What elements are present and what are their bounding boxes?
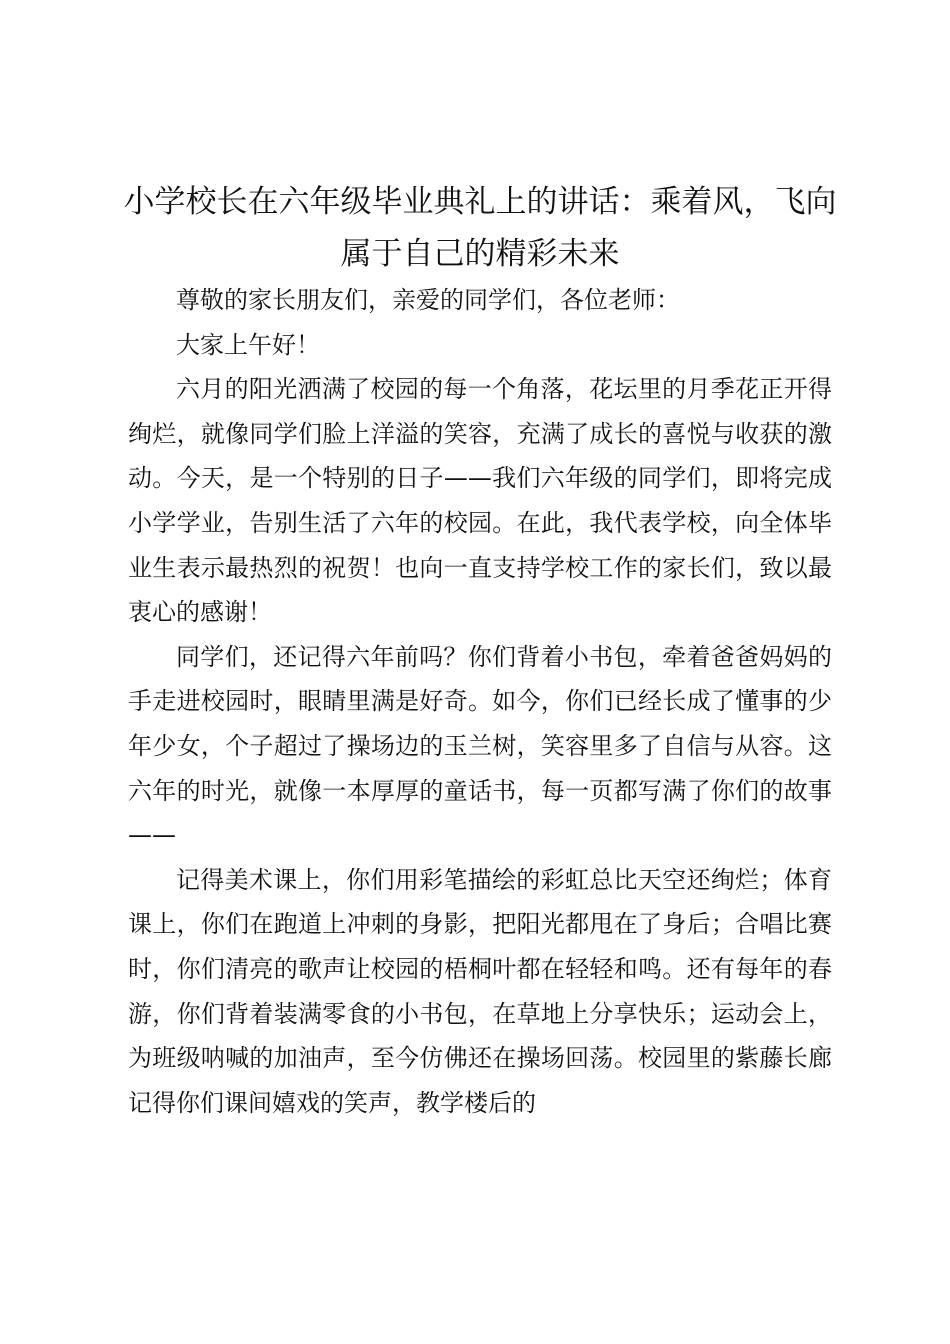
paragraph-greeting: 大家上午好！ [176,330,320,359]
paragraph-recollections: 记得美术课上，你们用彩笔描绘的彩虹总比天空还绚烂；体育课上，你们在跑道上冲刺的身影，把阳光都甩在了身后；合唱比赛时，你们清亮的歌声让校园的梧桐叶都在轻轻和鸣。还有每年的春游，你们背着装满零食的小书包，在草地上分享快乐；运动会上，为班级呐喊的加油声，至今仿佛还在操场回荡。校园里的紫藤长廊记得你们课间嬉戏的笑声，教学楼后的 [128,865,832,1117]
document-page [123,176,837,1125]
paragraph-opening: 六月的阳光洒满了校园的每一个角落，花坛里的月季花正开得绚烂，就像同学们脸上洋溢的笑容，充满了成长的喜悦与收获的激动。今天，是一个特别的日子——我们六年级的同学们，即将完成小学学业，告别生活了六年的校园。在此，我代表学校，向全体毕业生表示最热烈的祝贺！也向一直支持学校工作的家长们，致以最衷心的感谢！ [128,375,832,627]
document-title: 小学校长在六年级毕业典礼上的讲话：乘着风，飞向属于自己的精彩未来 [123,184,837,272]
paragraph-salutation: 尊敬的家长朋友们，亲爱的同学们，各位老师： [176,286,680,314]
paragraph-memories: 同学们，还记得六年前吗？你们背着小书包，牵着爸爸妈妈的手走进校园时，眼睛里满是好奇。如今，你们已经长成了懂事的少年少女，个子超过了操场边的玉兰树，笑容里多了自信与从容。这六年的时光，就像一本厚厚的童话书，每一页都写满了你们的故事—— [128,642,832,850]
